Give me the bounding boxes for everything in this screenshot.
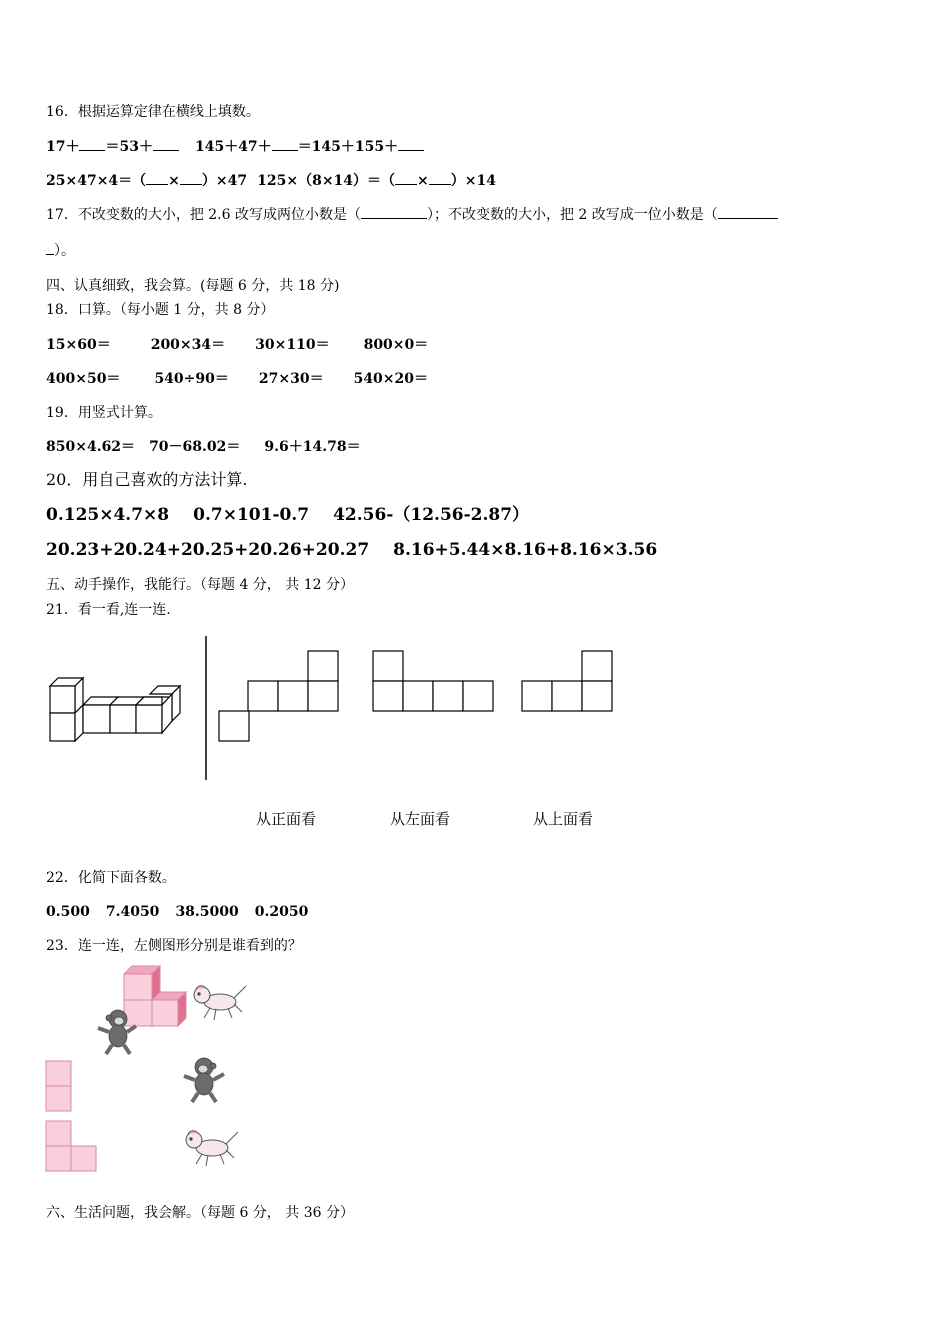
answer-blank[interactable] bbox=[146, 170, 168, 185]
pink-shape-two-stack bbox=[45, 1060, 73, 1112]
q18-title: 18．口算。（每小题 1 分，共 8 分） bbox=[46, 302, 275, 318]
q20-row2: 20.23+20.24+20.25+20.26+20.27 8.16+5.44×8.16+8.16×3.56 bbox=[46, 540, 658, 560]
q19-title: 19．用竖式计算。 bbox=[46, 405, 162, 421]
q17-line2: ）。 bbox=[46, 240, 75, 261]
q16-line1: 17＋ ＝53＋ 145＋47＋ ＝145＋155＋ bbox=[46, 136, 424, 157]
section-6-heading: 六、生活问题，我会解。（每题 6 分， 共 36 分） bbox=[46, 1205, 354, 1221]
label-front-view: 从正面看 bbox=[256, 810, 317, 828]
answer-blank[interactable] bbox=[361, 204, 427, 219]
label-left-view: 从左面看 bbox=[390, 810, 451, 828]
answer-blank[interactable] bbox=[272, 136, 298, 151]
section-5-heading: 五、动手操作，我能行。（每题 4 分， 共 12 分） bbox=[46, 577, 354, 593]
q17-line1: 17．不改变数的大小，把 2.6 改写成两位小数是（ ）；不改变数的大小，把 2 改写成一位小数是（ bbox=[46, 204, 778, 225]
q21-title: 21．看一看,连一连. bbox=[46, 602, 171, 618]
answer-blank[interactable] bbox=[718, 204, 778, 219]
q18-row1: 15×60＝ 200×34＝ 30×110＝ 800×0＝ bbox=[46, 337, 429, 353]
q18-row2: 400×50＝ 540÷90＝ 27×30＝ 540×20＝ bbox=[46, 371, 429, 387]
label-top-view: 从上面看 bbox=[533, 810, 594, 828]
answer-blank[interactable] bbox=[429, 170, 451, 185]
answer-blank[interactable] bbox=[46, 240, 54, 255]
pink-shape-l bbox=[45, 1120, 99, 1172]
view-shape-1 bbox=[218, 650, 340, 742]
dog-icon bbox=[188, 982, 250, 1024]
q16-title: 16．根据运算定律在横线上填数。 bbox=[46, 104, 260, 120]
answer-blank[interactable] bbox=[398, 136, 424, 151]
divider-line bbox=[204, 636, 208, 782]
dog-icon-2 bbox=[180, 1126, 242, 1170]
q20-title: 20．用自己喜欢的方法计算. bbox=[46, 470, 248, 489]
q20-row1: 0.125×4.7×8 0.7×101-0.7 42.56-（12.56-2.87） bbox=[46, 505, 530, 525]
q23-title: 23．连一连，左侧图形分别是谁看到的？ bbox=[46, 938, 302, 954]
view-shape-2 bbox=[372, 650, 496, 712]
q22-title: 22．化简下面各数。 bbox=[46, 870, 176, 886]
q22-items: 0.500 7.4050 38.5000 0.2050 bbox=[46, 904, 309, 920]
answer-blank[interactable] bbox=[79, 136, 105, 151]
answer-blank[interactable] bbox=[180, 170, 202, 185]
monkey-icon-2 bbox=[180, 1056, 228, 1106]
answer-blank[interactable] bbox=[395, 170, 417, 185]
view-shape-3 bbox=[521, 650, 615, 712]
cube-stack-3d bbox=[40, 676, 190, 746]
q19-items: 850×4.62＝ 70－68.02＝ 9.6＋14.78＝ bbox=[46, 439, 361, 455]
answer-blank[interactable] bbox=[153, 136, 179, 151]
section-4-heading: 四、认真细致，我会算。(每题 6 分，共 18 分) bbox=[46, 278, 340, 294]
monkey-icon bbox=[92, 1008, 140, 1058]
q16-line2: 25×47×4＝（ × ）×47 125×（8×14）＝（ × ）×14 bbox=[46, 170, 496, 191]
